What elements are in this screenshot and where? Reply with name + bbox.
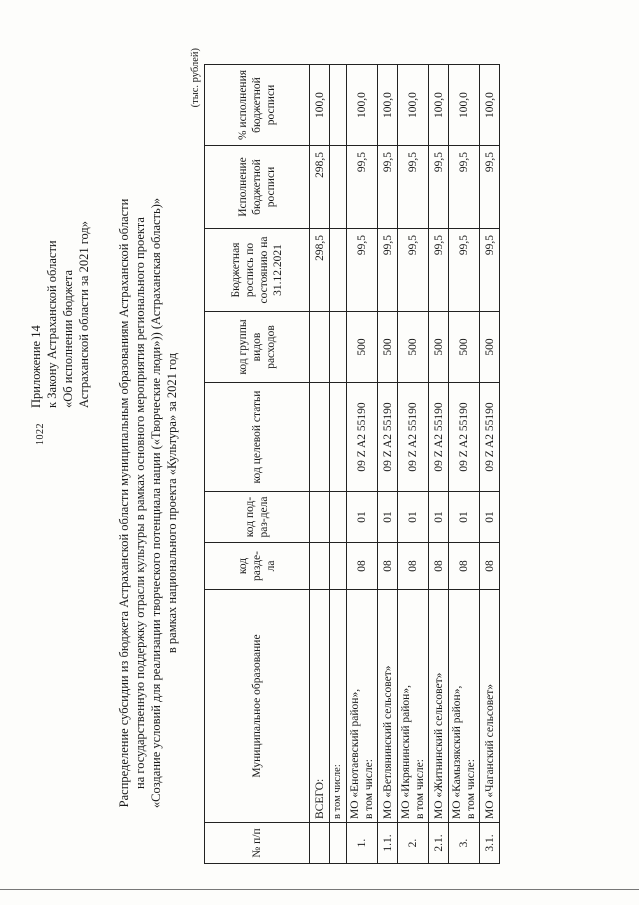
header-budget-allocation: Бюджетная роспись по состоянию на 31.12.2021 <box>205 229 310 312</box>
row-expense-group: 500 <box>398 312 429 383</box>
header-expense-group-code: код группы видов расходов <box>205 312 310 383</box>
row-executed: 99,5 <box>398 146 429 229</box>
total-percent: 100,0 <box>310 65 330 146</box>
row-municipality: МО «Икрянинский район», в том числе: <box>398 590 429 823</box>
heading-line: в рамках национального проекта «Культура» за 2021 год <box>165 352 179 654</box>
page-bottom-rule <box>0 889 639 890</box>
row-num: 3. <box>449 823 480 864</box>
row-percent: 100,0 <box>449 65 480 146</box>
table-row <box>378 65 398 864</box>
total-row <box>310 65 330 864</box>
row-executed: 99,5 <box>378 146 398 229</box>
row-target-article: 09 Z A2 55190 <box>378 383 398 492</box>
total-label: ВСЕГО: <box>310 590 330 823</box>
row-expense-group: 500 <box>429 312 449 383</box>
row-num: 2. <box>398 823 429 864</box>
table-header-row <box>205 65 310 864</box>
heading-line: на государственную поддержку отрасли культуры в рамках основного мероприятия регионального проекта <box>133 217 147 789</box>
row-budget: 99,5 <box>480 229 500 312</box>
row-section: 08 <box>449 543 480 590</box>
row-subsection: 01 <box>480 492 500 543</box>
header-number: № п/п <box>205 823 310 864</box>
row-target-article: 09 Z A2 55190 <box>347 383 378 492</box>
row-executed: 99,5 <box>347 146 378 229</box>
table-row <box>480 65 500 864</box>
row-budget: 99,5 <box>398 229 429 312</box>
header-municipality: Муниципальное образование <box>205 590 310 823</box>
row-subsection: 01 <box>378 492 398 543</box>
header-execution: Исполнение бюджетной росписи <box>205 146 310 229</box>
row-municipality: МО «Енотаевский район», в том числе: <box>347 590 378 823</box>
row-executed: 99,5 <box>480 146 500 229</box>
header-subsection-code: код под-раз-дела <box>205 492 310 543</box>
row-percent: 100,0 <box>347 65 378 146</box>
including-row <box>330 65 347 864</box>
header-target-article-code: код целевой статьи <box>205 383 310 492</box>
row-municipality: МО «Чаганский сельсовет» <box>480 590 500 823</box>
row-section: 08 <box>378 543 398 590</box>
row-target-article: 09 Z A2 55190 <box>480 383 500 492</box>
including-label: в том числе: <box>330 590 347 823</box>
row-section: 08 <box>429 543 449 590</box>
row-percent: 100,0 <box>480 65 500 146</box>
row-percent: 100,0 <box>398 65 429 146</box>
row-section: 08 <box>398 543 429 590</box>
total-budget: 298,5 <box>310 229 330 312</box>
appendix-block <box>28 38 92 408</box>
row-executed: 99,5 <box>449 146 480 229</box>
heading-line: «Создание условий для реализации творческого потенциала нации («Творческие люди»)) (Астраханская область)» <box>149 197 163 809</box>
row-subsection: 01 <box>347 492 378 543</box>
row-subsection: 01 <box>429 492 449 543</box>
total-executed: 298,5 <box>310 146 330 229</box>
row-num: 3.1. <box>480 823 500 864</box>
row-expense-group: 500 <box>449 312 480 383</box>
units-label: (тыс. рублей) <box>190 48 201 108</box>
row-expense-group: 500 <box>378 312 398 383</box>
header-execution-percent: % исполнения бюджетной росписи <box>205 65 310 146</box>
header-section-code: код разде-ла <box>205 543 310 590</box>
row-municipality: МО «Житнинский сельсовет» <box>429 590 449 823</box>
appendix-line: к Закону Астраханской области <box>45 240 59 408</box>
row-target-article: 09 Z A2 55190 <box>449 383 480 492</box>
appendix-line: «Об исполнении бюджета <box>61 269 75 408</box>
table-row <box>449 65 480 864</box>
row-budget: 99,5 <box>347 229 378 312</box>
row-subsection: 01 <box>449 492 480 543</box>
row-budget: 99,5 <box>429 229 449 312</box>
row-percent: 100,0 <box>378 65 398 146</box>
row-num: 1.1. <box>378 823 398 864</box>
page-number: 1022 <box>35 423 46 445</box>
row-num: 2.1. <box>429 823 449 864</box>
row-executed: 99,5 <box>429 146 449 229</box>
row-budget: 99,5 <box>449 229 480 312</box>
table-row <box>347 65 378 864</box>
row-expense-group: 500 <box>347 312 378 383</box>
row-municipality: МО «Камызякский район», в том числе: <box>449 590 480 823</box>
table-row <box>398 65 429 864</box>
row-section: 08 <box>347 543 378 590</box>
heading-line: Распределение субсидии из бюджета Астраханской области муниципальным образованиям Астраханской области <box>117 198 131 808</box>
row-target-article: 09 Z A2 55190 <box>429 383 449 492</box>
document-heading <box>116 138 180 868</box>
subsidy-table <box>204 64 500 864</box>
table-row <box>429 65 449 864</box>
row-target-article: 09 Z A2 55190 <box>398 383 429 492</box>
total-num <box>310 823 330 864</box>
row-section: 08 <box>480 543 500 590</box>
row-subsection: 01 <box>398 492 429 543</box>
row-expense-group: 500 <box>480 312 500 383</box>
rotated-page-content <box>20 33 620 878</box>
appendix-line: Астраханской области за 2021 год» <box>77 220 91 408</box>
row-budget: 99,5 <box>378 229 398 312</box>
row-municipality: МО «Ветлянинский сельсовет» <box>378 590 398 823</box>
row-percent: 100,0 <box>429 65 449 146</box>
appendix-line: Приложение 14 <box>29 325 43 408</box>
row-num: 1. <box>347 823 378 864</box>
